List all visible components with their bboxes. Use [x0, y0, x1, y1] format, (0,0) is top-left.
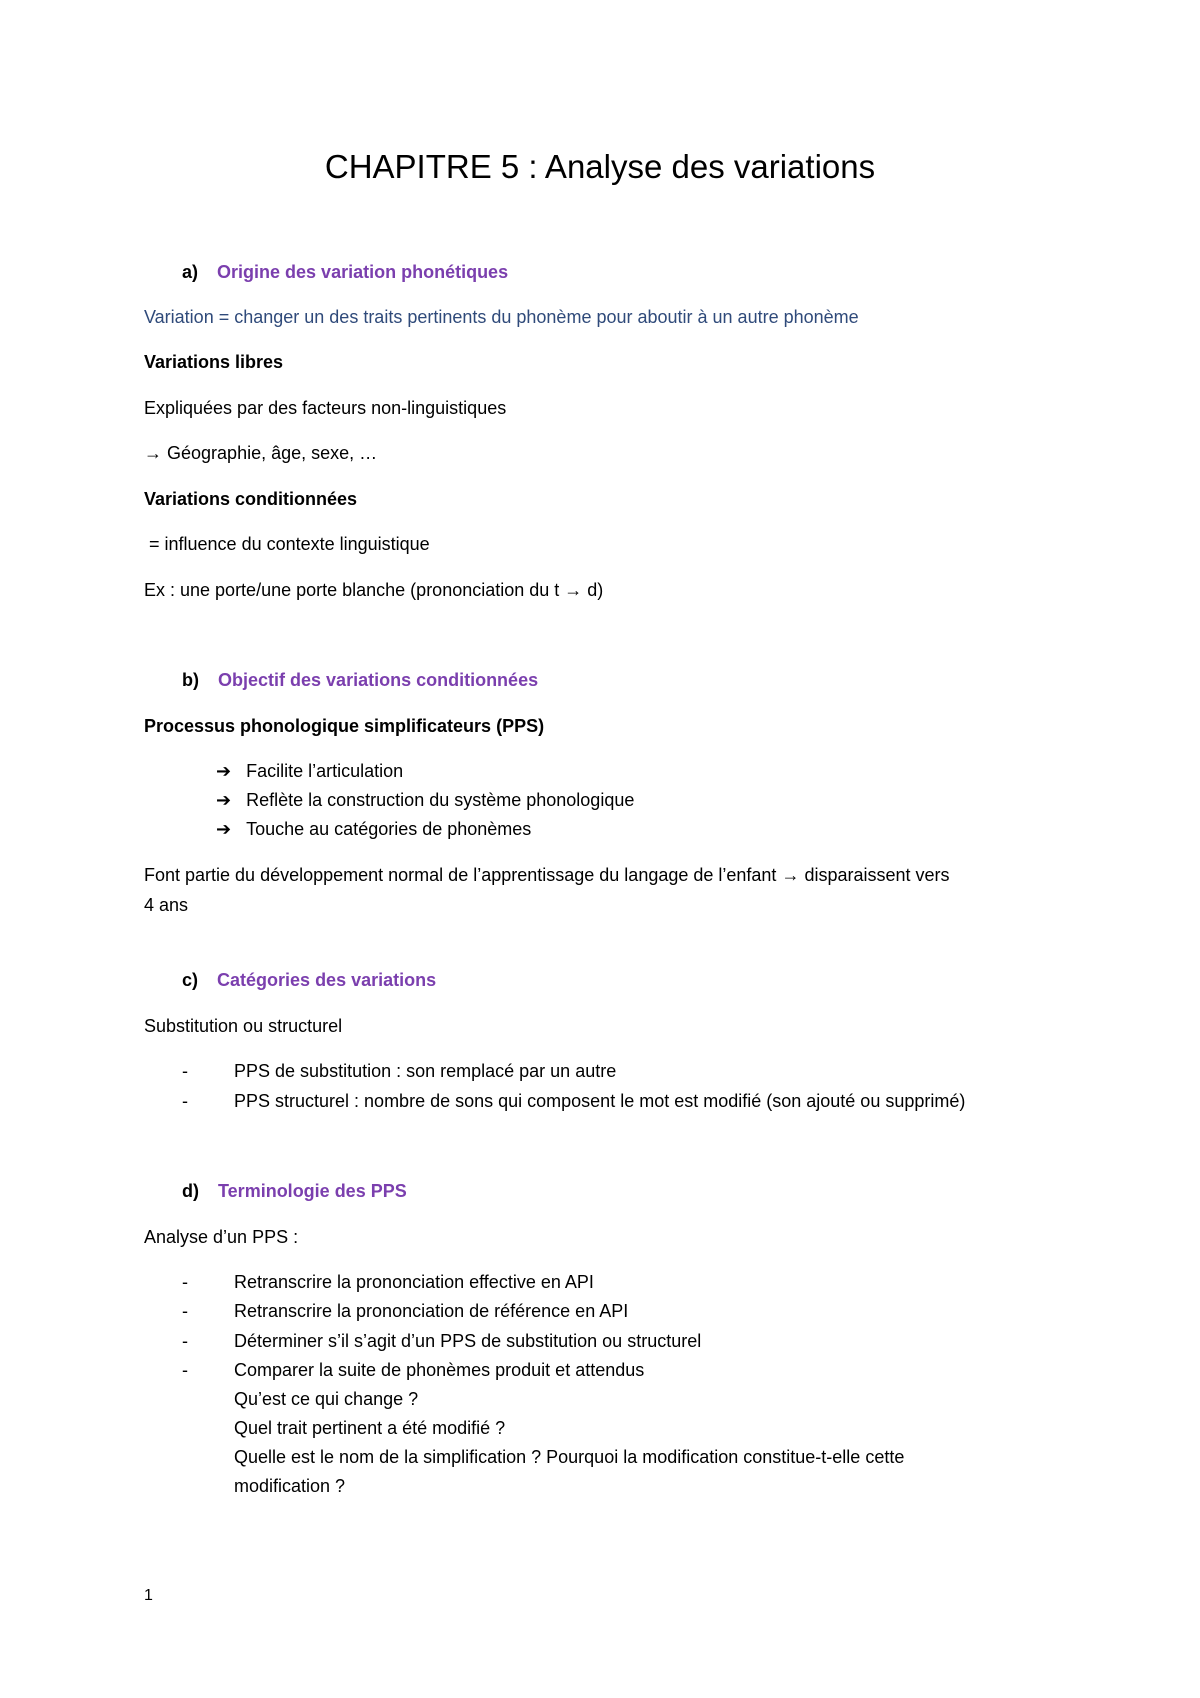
section-b-label: b) [182, 670, 199, 690]
cond-title: Variations conditionnées [144, 489, 358, 509]
analysis-intro: Analyse d’un PPS : [144, 1227, 299, 1247]
page-title: CHAPITRE 5 : Analyse des variations [324, 148, 876, 185]
development-paragraph-end: 4 ans [144, 895, 189, 915]
section-b-heading [182, 670, 538, 691]
page-number: 1 [144, 1587, 153, 1604]
list-item: - Déterminer s’il s’agit d’un PPS de substitution ou structurel [182, 1331, 702, 1351]
section-c-title: Catégories des variations [217, 970, 437, 990]
list-item: ➔ Facilite l’articulation [216, 761, 404, 781]
list-item: - Retranscrire la prononciation effective en API [182, 1272, 594, 1292]
sub-question: modification ? [234, 1476, 346, 1496]
categories-intro: Substitution ou structurel [144, 1016, 343, 1036]
section-a-label: a) [182, 262, 199, 282]
section-a-heading [182, 262, 508, 283]
list-item: ➔ Touche au catégories de phonèmes [216, 819, 532, 839]
section-a-title: Origine des variation phonétiques [217, 262, 509, 282]
example-line: Ex : une porte/une porte blanche (prononciation du t → d) [144, 580, 604, 600]
section-c-heading [182, 970, 436, 991]
arrow-icon: → [144, 443, 162, 463]
arrow-icon: → [564, 580, 583, 600]
list-item: - PPS structurel : nombre de sons qui composent le mot est modifié (son ajouté ou supprimé) [182, 1091, 966, 1111]
list-item: ➔ Reflète la construction du système phonologique [216, 790, 635, 810]
variation-definition: Variation = changer un des traits pertinents du phonème pour aboutir à un autre phonème [144, 307, 859, 327]
arrow-icon: → [781, 865, 800, 885]
list-item: - PPS de substitution : son remplacé par un autre [182, 1061, 617, 1081]
libres-text: Expliquées par des facteurs non-linguistiques [144, 398, 507, 418]
pps-subtitle: Processus phonologique simplificateurs (PPS) [144, 716, 545, 736]
sub-question: Quelle est le nom de la simplification ? Pourquoi la modification constitue-t-elle cette [234, 1447, 905, 1467]
list-item: - Retranscrire la prononciation de référence en API [182, 1301, 629, 1321]
bullet-arrow-icon: ➔ [216, 790, 232, 810]
section-d-title: Terminologie des PPS [218, 1181, 407, 1201]
sub-question: Quel trait pertinent a été modifié ? [234, 1418, 506, 1438]
section-d-heading [182, 1181, 407, 1202]
section-c-label: c) [182, 970, 199, 990]
list-item: - Comparer la suite de phonèmes produit et attendus [182, 1360, 645, 1380]
development-paragraph: Font partie du développement normal de l’apprentissage du langage de l’enfant → disparaissent vers [144, 865, 950, 885]
bullet-arrow-icon: ➔ [216, 761, 232, 781]
cond-text: = influence du contexte linguistique [144, 534, 430, 554]
sub-question: Qu’est ce qui change ? [234, 1389, 419, 1409]
libres-examples: → Géographie, âge, sexe, … [144, 443, 378, 463]
section-b-title: Objectif des variations conditionnées [218, 670, 539, 690]
bullet-arrow-icon: ➔ [216, 819, 232, 839]
section-d-label: d) [182, 1181, 199, 1201]
libres-title: Variations libres [144, 352, 284, 372]
